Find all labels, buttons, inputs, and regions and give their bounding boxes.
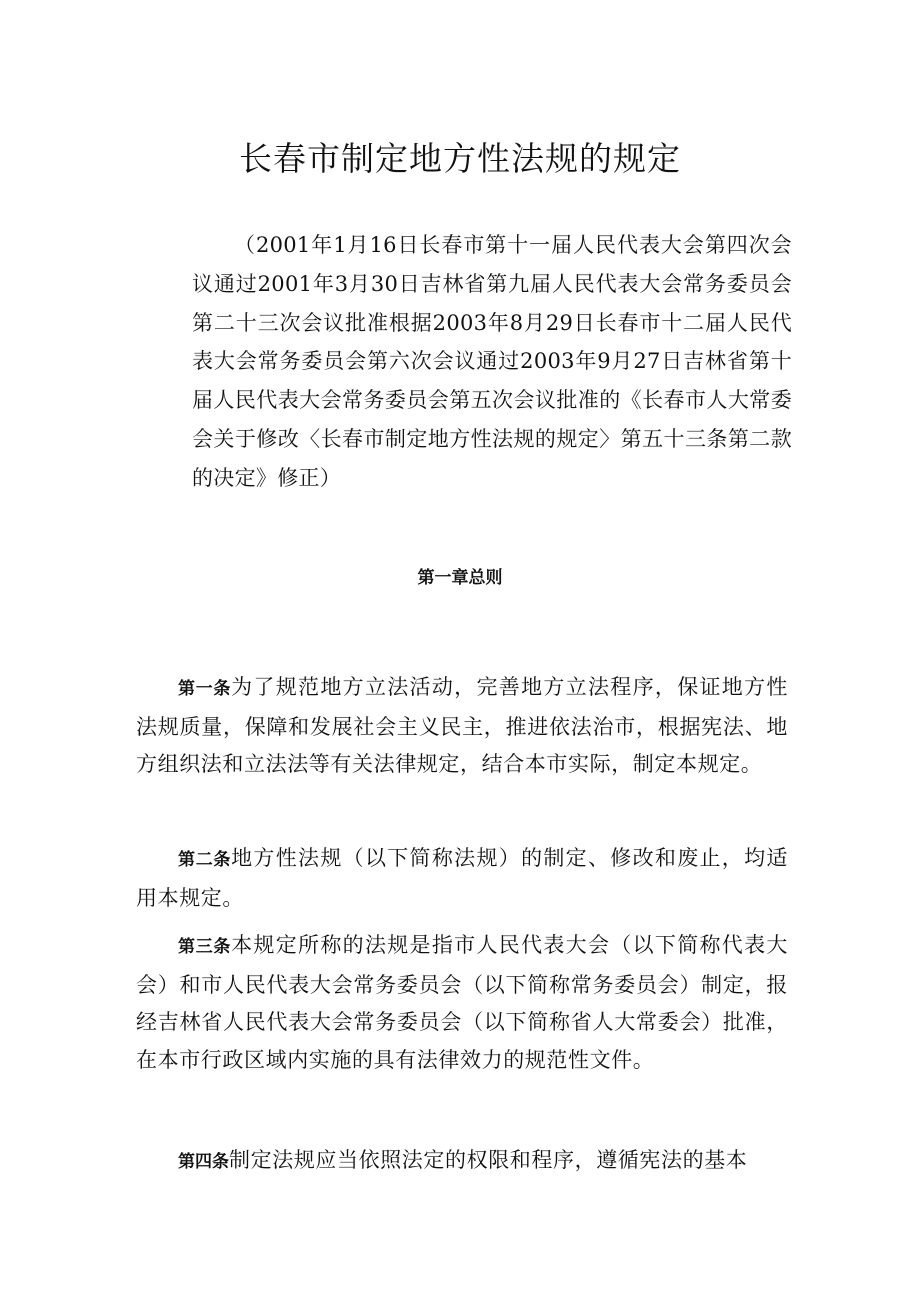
article-2 (136, 840, 788, 917)
article-text: 地方性法规（以下简称法规）的制定、修改和废止，均适用本规定。 (136, 846, 789, 910)
legislative-history-note: （2001年1月16日长春市第十一届人民代表大会第四次会议通过2001年3月30日吉林省第九届人民代表大会常务委员会第二十三次会议批准根据2003年8月29日长春市十二届人民代表大会常务委员会第六次会议通过2003年9月27日吉林省第十届人民代表大会常务委员会第五次会议批准的《长春市人大常委会关于修改〈长春市制定地方性法规的规定〉第五十三条第二款的决定》修正） (192, 233, 792, 490)
article-number: 第二条 (178, 850, 232, 870)
document-title: 长春市制定地方性法规的规定 (239, 139, 681, 179)
chapter-heading: 第一章总则 (417, 568, 503, 588)
article-3 (136, 927, 788, 1079)
article-text: 制定法规应当依照法定的权限和程序，遵循宪法的基本 (229, 1148, 748, 1172)
article-number: 第四条 (178, 1152, 229, 1172)
article-1 (136, 669, 788, 784)
article-number: 第三条 (178, 937, 232, 957)
article-text: 为了规范地方立法活动，完善地方立法程序，保证地方性法规质量，保障和发展社会主义民主，推进依法治市，根据宪法、地方组织法和立法法等有关法律规定，结合本市实际，制定本规定。 (136, 675, 789, 776)
article-number: 第一条 (178, 679, 232, 699)
article-4 (136, 1142, 788, 1182)
article-text: 本规定所称的法规是指市人民代表大会（以下简称代表大会）和市人民代表大会常务委员会（以下简称常务委员会）制定，报经吉林省人民代表大会常务委员会（以下简称省人大常委会）批准，在本市行政区域内实施的具有法律效力的规范性文件。 (136, 933, 789, 1072)
